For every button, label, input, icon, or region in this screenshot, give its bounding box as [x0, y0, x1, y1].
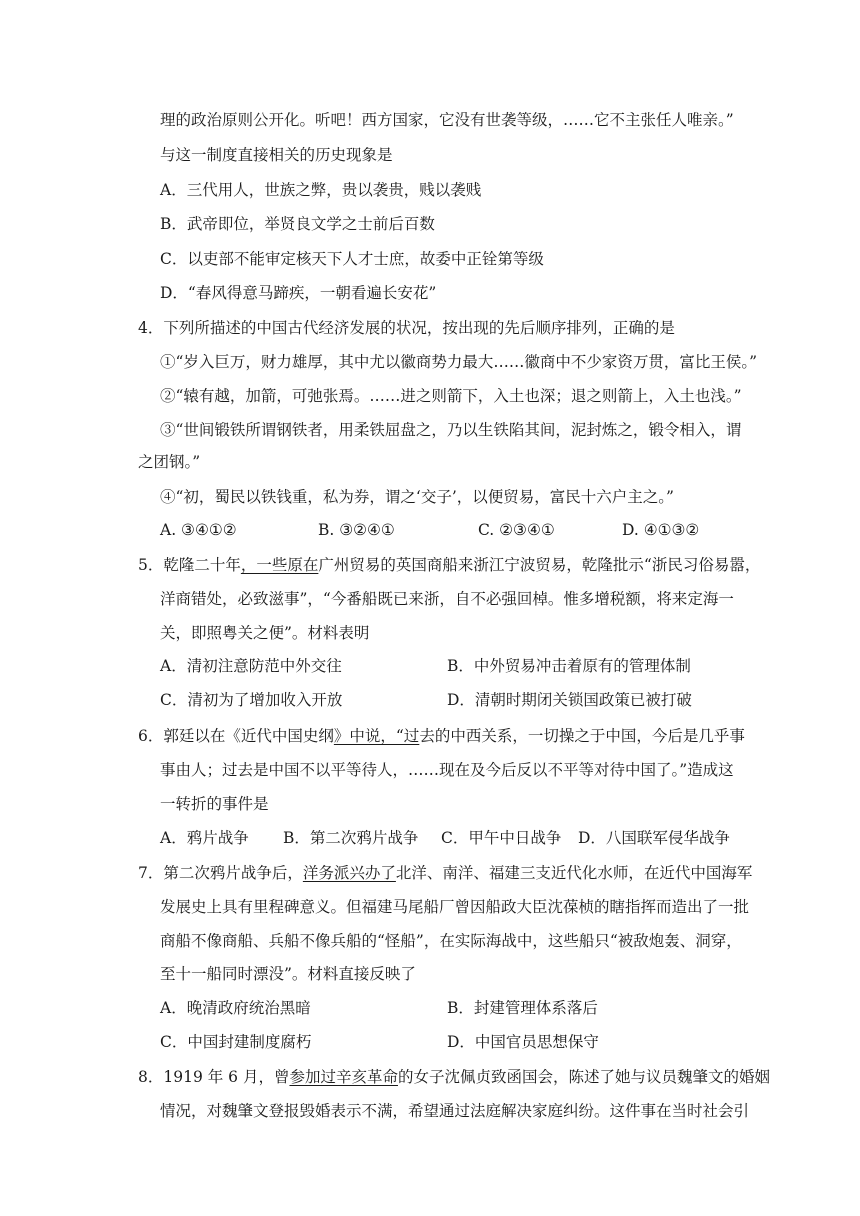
q5-option-c: C．清初为了增加收入开放 [160, 691, 343, 709]
q4-item-3-line-2: 之团钢。” [138, 453, 201, 471]
q4-item-4: ④“初，蜀民以铁钱重，私为券，谓之‘交子’，以便贸易，富民十六户主之。” [160, 488, 674, 506]
q4-item-2: ②“辕有越，加箭，可弛张焉。……进之则箭下，入土也深；退之则箭上，入土也浅。” [160, 387, 742, 405]
q3-stem-line-2: 与这一制度直接相关的历史现象是 [160, 146, 393, 164]
q5-option-a: A．清初注意防范中外交往 [160, 657, 342, 675]
q5-stem-line-1 [138, 555, 760, 575]
q7-option-c: C．中国封建制度腐朽 [160, 1033, 312, 1051]
q3-stem-line-1: 理的政治原则公开化。听吧！西方国家，它没有世袭等级，……它不主张任人唯亲。” [160, 111, 734, 129]
q5-stem-line-2: 洋商错处，必致滋事”，“今番船既已来浙，自不必强回棹。惟多增税额，将来定海一 [160, 590, 734, 608]
q8-stem-line-2: 情况，对魏肇文登报毁婚表示不满，希望通过法庭解决家庭纠纷。这件事在当时社会引 [160, 1102, 750, 1120]
q4-stem: 4．下列所描述的中国古代经济发展的状况，按出现的先后顺序排列，正确的是 [138, 319, 675, 337]
q6-stem-line-2: 事由人；过去是中国不以平等待人，……现在及今后反以不平等对待中国了。”造成这 [160, 761, 734, 779]
q5-underlined-text: ，一些原在 [240, 556, 319, 574]
q5-option-b: B．中外贸易冲击着原有的管理体制 [447, 657, 691, 675]
q3-option-b: B．武帝即位，举贤良文学之士前后百数 [160, 215, 435, 233]
q4-option-b: B. ③②④① [318, 521, 395, 539]
q6-stem-line-3: 一转折的事件是 [160, 795, 269, 813]
q5-stem-part-1: 5．乾隆二十年 [138, 556, 241, 574]
q7-stem-line-4: 至十一船同时漂没”。材料直接反映了 [160, 965, 416, 983]
q3-option-d: D．“春风得意马蹄疾，一朝看遍长安花” [160, 284, 437, 302]
q3-option-c: C．以吏部不能审定核天下人才士庶，故委中正铨第等级 [160, 250, 544, 268]
q6-option-a: A．鸦片战争 [160, 829, 249, 847]
q6-option-d: D．八国联军侵华战争 [578, 829, 730, 847]
q6-stem-line-1 [138, 726, 745, 746]
q5-stem-part-2: 广州贸易的英国商船来浙江宁波贸易，乾隆批示“浙民习俗易嚣， [318, 556, 761, 574]
q6-option-c: C．甲午中日战争 [441, 829, 562, 847]
q8-stem-part-2: 的女子沈佩贞致函国会，陈述了她与议员魏肇文的婚姻 [397, 1068, 770, 1086]
q6-underlined-text: 》中说，“过 [333, 727, 420, 745]
q7-stem-line-3: 商船不像商船、兵船不像兵船的“怪船”，在实际海战中，这些船只“被敌炮轰、洞穿， [160, 932, 742, 950]
q8-underlined-text: 参加过辛亥革命 [289, 1068, 398, 1086]
q3-option-a: A．三代用人，世族之弊，贵以袭贵，贱以袭贱 [160, 181, 482, 199]
q4-option-c: C. ②③④① [478, 521, 555, 539]
q7-stem-part-1: 7．第二次鸦片战争后， [138, 864, 303, 882]
q4-option-a: A. ③④①② [160, 521, 237, 539]
q6-option-b: B．第二次鸦片战争 [283, 829, 419, 847]
q7-option-b: B．封建管理体系落后 [447, 999, 598, 1017]
q7-stem-part-2: 北洋、南洋、福建三支近代化水师，在近代中国海军 [395, 864, 753, 882]
q8-stem-part-1: 8．1919 年 6 月，曾 [138, 1068, 290, 1086]
q7-underlined-text: 洋务派兴办了 [302, 864, 396, 882]
q6-stem-part-1: 6．郭廷以在《近代中国史纲 [138, 727, 334, 745]
q4-item-1: ①“岁入巨万，财力雄厚，其中尤以徽商势力最大……徽商中不少家资万贯，富比王侯。” [160, 353, 758, 371]
q5-stem-line-3: 关，即照粤关之便”。材料表明 [160, 624, 370, 642]
q6-stem-part-2: 去的中西关系，一切操之于中国，今后是几乎事 [419, 727, 745, 745]
q4-item-3-line-1: ③“世间锻铁所谓钢铁者，用柔铁屈盘之，乃以生铁陷其间，泥封炼之，锻令相入，谓 [160, 421, 742, 439]
q8-stem-line-1 [138, 1067, 770, 1087]
q7-stem-line-2: 发展史上具有里程碑意义。但福建马尾船厂曾因船政大臣沈葆桢的瞎指挥而造出了一批 [160, 898, 750, 916]
q7-stem-line-1 [138, 863, 752, 883]
q7-option-a: A．晚清政府统治黑暗 [160, 999, 311, 1017]
q7-option-d: D．中国官员思想保守 [447, 1033, 599, 1051]
q5-option-d: D．清朝时期闭关锁国政策已被打破 [447, 691, 692, 709]
q4-option-d: D. ④①③② [622, 521, 700, 539]
